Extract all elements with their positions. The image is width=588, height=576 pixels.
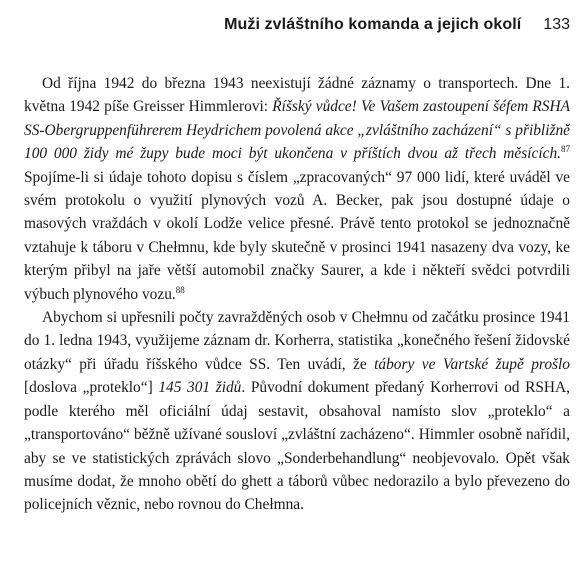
paragraph xyxy=(24,72,570,306)
text-segment: [doslova „proteklo“] xyxy=(24,379,159,397)
paragraph xyxy=(24,306,570,517)
quotation-italic: 145 301 židů xyxy=(158,379,242,397)
quotation-italic: Říšský vůdce! Ve Vašem zastoupení šéfem RSHA SS-Obergruppenführerem Heydrichem povolená akce „zvláštního zacházení“ s přibližně 100 000 židy mé župy bude moci být ukončena v příštích dvou až třech měsících. xyxy=(24,98,570,163)
page-header xyxy=(224,16,570,34)
body-text xyxy=(24,72,570,517)
text-segment: . Původní dokument předaný Korherrovi od RSHA, podle kterého měl oficiální údaj sestavit, obsahoval namísto slov „proteklo“ a „transportováno“ běžně užívané sousloví „zvláštní zacházeno“. Himmler osobně nařídil, aby se ve statistických zprávách slovo „Sonderbehandlung“ neobjevovalo. Opět však musíme dodat, že mnoho obětí do ghett a táborů vůbec nedorazilo a bylo převezeno do policejních věznic, nebo rovnou do Chełmna. xyxy=(24,379,570,514)
page-number: 133 xyxy=(543,16,570,33)
text-segment: Spojíme-li si údaje tohoto dopisu s číslem „zpracovaných“ 97 000 lidí, které uváděl ve svém protokolu o využití plynových vozů A. Becker, pak jsou dostupné údaje o masových vraždách v okolí Lodže velice přesné. Právě tento protokol se jednoznačně vztahuje k táboru v Chełmnu, kde byly skutečně v prosinci 1941 nasazeny dva vozy, ke kterým přibyl na jaře větší automobil značky Saurer, a kde i někteří svědci potvrdili výbuch plynového vozu. xyxy=(24,168,570,303)
text-segment: Abychom si upřesnili počty zavražděných osob v Chełmnu od začátku prosince 1941 do 1. ledna 1943, využijeme záznam dr. Korherra, statistika „konečného řešení židovské otázky“ při úřadu říšského vůdce SS. Ten uvádí, že xyxy=(24,309,570,373)
footnote-ref-87: 87 xyxy=(561,144,570,155)
text-segment: Od října 1942 do března 1943 neexistují žádné záznamy o transportech. Dne 1. května 1942 píše Greisser Himmlerovi: xyxy=(24,75,570,116)
running-title: Muži zvláštního komanda a jejich okolí xyxy=(224,16,522,33)
footnote-ref-88: 88 xyxy=(175,284,185,295)
quotation-italic: tábory ve Vartské župě prošlo xyxy=(374,355,570,373)
